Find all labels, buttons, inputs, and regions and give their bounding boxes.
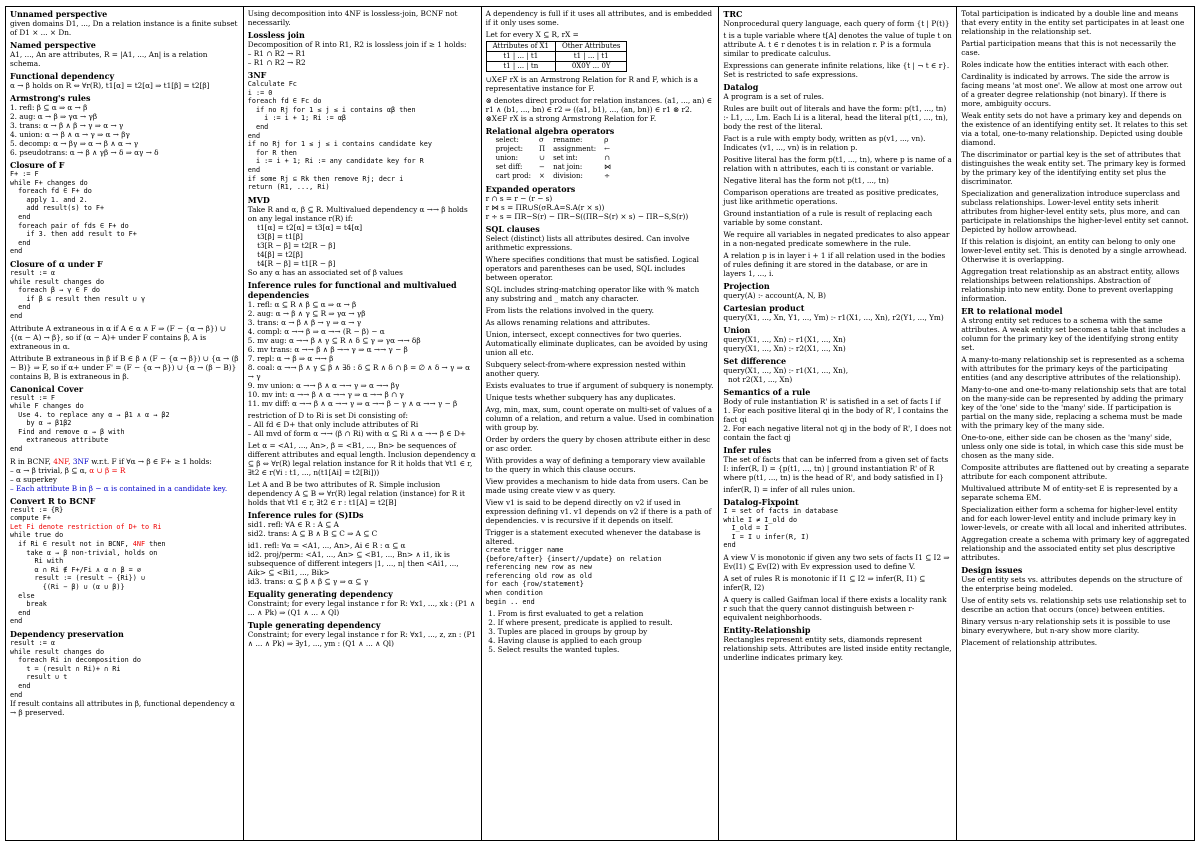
section-title: Canonical Cover xyxy=(10,383,84,394)
section xyxy=(248,9,477,27)
section xyxy=(723,356,952,384)
section-title: Named perspective xyxy=(10,40,96,50)
table-cell: ∩ xyxy=(604,154,610,162)
section xyxy=(723,82,952,101)
section xyxy=(723,445,952,482)
section xyxy=(961,267,1190,303)
section-body: α → β holds on R ⇔ ∀r(R), t1[α] = t2[α] ⇒ t1[β] = t2[β] xyxy=(10,81,210,90)
section xyxy=(723,209,952,227)
section xyxy=(248,195,477,277)
section-body: given domains D1, ..., Dn a relation instance is a finite subset of D1 × ... × Dn. xyxy=(10,19,240,37)
section xyxy=(248,30,477,67)
section xyxy=(10,93,239,157)
section xyxy=(248,411,477,438)
section-body: Decomposition of R into R1, R2 is lossless join if ≥ 1 holds: – R1 ∩ R2 → R1 – R1 ∩ R2 → R2 xyxy=(247,40,467,67)
table-cell: division: xyxy=(553,172,583,180)
section-title: Functional dependency xyxy=(10,71,115,81)
section-title: Entity-Relationship xyxy=(723,624,811,635)
section-title: Convert R to BCNF xyxy=(10,495,96,506)
section xyxy=(961,433,1190,460)
section xyxy=(961,39,1190,57)
sql-item: Subquery select-from-where expression nested within another query. xyxy=(485,360,688,378)
section xyxy=(723,31,955,58)
section-body: Roles indicate how the entities interact with each other. xyxy=(961,60,1169,69)
section-body: Positive literal has the form p(t1, ..., tn), where p is name of a relation with n attributes, each ti is constant or variable. xyxy=(723,155,955,173)
section xyxy=(10,9,239,37)
section-title: MVD xyxy=(247,194,270,205)
section xyxy=(961,385,1190,430)
table-row xyxy=(492,145,616,154)
table-row xyxy=(486,62,627,72)
section xyxy=(723,251,952,278)
section xyxy=(961,72,1190,108)
table-cell: t1 | ... | t1 xyxy=(555,52,626,62)
section-body: Using decomposition into 4NF is lossless-join, BCNF not necessarily. xyxy=(247,9,460,27)
bcnf-item: – α → β trivial, β ⊆ α, α ∪ β = R xyxy=(10,465,126,475)
section-title: Inference rules for (S)IDs xyxy=(247,509,364,520)
3nf-label: 3NF xyxy=(72,456,89,466)
section xyxy=(961,111,1190,147)
section xyxy=(248,70,477,192)
section-body: Composite attributes are flattened out by creating a separate attribute for each component attribute. xyxy=(961,463,1192,481)
trigger-code: create trigger name {before/after} {insert//update} on relation referencing new row as new referencing old row as old for each {row/statement} when condition begin .. end xyxy=(485,546,662,606)
section-body: Use of entity sets vs. attributes depends on the structure of the enterprise being modeled. xyxy=(961,575,1185,593)
bcnf-item-3nf: – Each attribute B in β − α is contained in a candidate key. xyxy=(10,483,228,493)
code-text: then xyxy=(145,540,166,549)
table-cell: ← xyxy=(604,145,610,153)
section-title: Cartesian product xyxy=(723,303,805,313)
sql-item: Where specifies conditions that must be satisfied. Logical operators and parentheses can be used, SQL includes between operator. xyxy=(485,255,702,282)
table-row xyxy=(492,172,616,181)
code-text-4nf: 4NF xyxy=(132,540,146,549)
section-body: Total participation is indicated by a double line and means that every entity in the entity set participates in at least one relationship in the relationship set. xyxy=(961,9,1187,36)
bcnf-item-text: α → β trivial, β ⊆ α, xyxy=(15,465,87,475)
section-body: Ground instantiation of a rule is result of replacing each variable by some constant. xyxy=(723,209,935,227)
sql-item: Unique tests whether subquery has any duplicates. xyxy=(485,393,676,402)
section-title: Design issues xyxy=(961,565,1023,575)
section-body: t is a tuple variable where t[A] denotes the value of tuple t on attribute A. t ∈ r denotes t is in relation r. P is a formula similar to predicate calculus. xyxy=(723,31,955,58)
table-cell: ∪ xyxy=(538,154,545,162)
section-body: Constraint; for every legal instance r for R: ∀x1, ..., xk : (P1 ∧ ... ∧ Pk) ⇒ (Q1 ∧ ... ∧ Ql) xyxy=(247,598,478,617)
list-item: 2. If where present, predicate is applied to result. xyxy=(498,618,715,627)
list-item: 3. Tuples are placed in groups by group by xyxy=(498,627,715,636)
section-body: Specialization and generalization introduce superclass and subclass relationships. Lower-level entity sets inherit attributes from higher-level entity sets, plus more, and can participate in relationships the higher-level entity set cannot. Depicted by hollow arrowhead. xyxy=(961,189,1192,234)
section-body: The set of facts that can be inferred from a given set of facts I: infer(R, I) = {p(t1, ..., tn) | ground instantiation R' of R where p(t1, ..., tn) is the head of R', and body satisfied in I} xyxy=(723,455,951,482)
section xyxy=(486,96,715,123)
section-code: F+ := F while F+ changes do foreach fd ∈ F+ do apply 1. and 2. add result(s) to F+ end foreach pair of fds ∈ F+ do if 3. then add result to F+ end end xyxy=(10,170,137,256)
section-body: Rectangles represent entity sets, diamonds represent relationship sets. Attributes are listed inside entity rectangle, underline indicates primary key. xyxy=(723,634,954,662)
sql-item: From lists the relations involved in the query. xyxy=(485,306,654,315)
section xyxy=(248,480,477,507)
section xyxy=(723,104,952,131)
section-title: Union xyxy=(723,325,751,335)
section xyxy=(961,355,1190,382)
table-cell: select: xyxy=(495,136,519,144)
table-cell: set diff: xyxy=(495,163,523,171)
section xyxy=(248,620,477,648)
section xyxy=(961,617,1190,635)
section xyxy=(10,40,239,68)
bcnf-item-text: Each attribute B in β − α is contained in a candidate key. xyxy=(15,483,228,493)
column-5 xyxy=(957,7,1194,840)
section-code: Calculate Fc i := 0 foreach fd ∈ Fc do if no Rj for 1 ≤ j ≤ i contains αβ then i := i + 1; Ri := αβ end end if no Rj for 1 ≤ j ≤ i contains candidate key for R then i := i + 1; Ri := any candidate key for R end if some Rj ⊆ Rk then remove Rj; decr i return (R1, ..., Ri) xyxy=(247,80,432,192)
table-cell: assignment: xyxy=(553,145,597,153)
section xyxy=(723,325,952,353)
table-cell: 0X0Y ... 0Y xyxy=(555,62,626,72)
section-body: Many-to-one and one-to-many relationship sets that are total on the many-side can be represented by adding the primary key of the 'one' side to the 'many' side. If participation is partial on the many side, replacing a schema must be made with the primary key of the many side. xyxy=(961,385,1189,430)
section-title: SQL clauses xyxy=(485,224,540,234)
section-title: Set difference xyxy=(723,356,787,366)
table-row xyxy=(492,136,616,145)
section-body: r ∩ s = r − (r − s) r ⋈ s = ΠR∪S(σR.A=S.A(r × s)) r ÷ s = ΠR−S(r) − ΠR−S((ΠR−S(r) × s) − ΠR−S,S(r)) xyxy=(485,194,689,221)
section-title: Unnamed perspective xyxy=(10,9,108,19)
bcnf-rest: w.r.t. F if ∀α → β ∈ F+ ≥ 1 holds: xyxy=(91,456,212,466)
section xyxy=(723,134,952,152)
section-body: Cardinality is indicated by arrows. The side the arrow is facing means 'at most one'. We allow at most one arrow out of a greater degree relationship (not binary). If there is more, ambiguity occurs. xyxy=(961,72,1185,108)
section xyxy=(961,565,1190,593)
table-cell: union: xyxy=(495,154,518,162)
section-body: If result contains all attributes in β, functional dependency α → β preserved. xyxy=(10,699,238,718)
armstrong-table-section xyxy=(486,30,715,72)
table-cell: cart prod: xyxy=(495,172,531,180)
sql-item: As allows renaming relations and attributes. xyxy=(485,318,651,327)
section-body: Constraint; for every legal instance r for R: ∀x1, ..., z, zn : (P1 ∧ ... ∧ Pk) ⇒ ∃y1, ..., ym : (Q1 ∧ ... ∧ Ql) xyxy=(247,629,479,648)
section-title: Inference rules for functional and multivalued dependencies xyxy=(247,279,457,300)
section xyxy=(723,497,952,550)
section-body: Binary versus n-ary relationship sets it is possible to use binary everywhere, but n-ary show more clarity. xyxy=(961,617,1173,635)
armstrong-table xyxy=(486,41,628,72)
section-title: ER to relational model xyxy=(961,306,1063,316)
sql-item: View v1 is said to be depend directly on v2 if used in expression defining v1. v1 depends on v2 if there is a path of dependencies. v is recursive if it depends on itself. xyxy=(485,498,714,525)
section-body: infer(R, I) = infer of all rules union. xyxy=(723,485,856,494)
section-body: ∪X∈F rX is an Armstrong Relation for R and F, which is a representative instance for F. xyxy=(485,75,701,93)
section xyxy=(723,574,952,592)
table-row xyxy=(492,154,616,163)
section xyxy=(723,303,952,322)
table-cell: t1 | ... | t1 xyxy=(486,52,555,62)
list-item: 4. Having clause is applied to each group xyxy=(498,636,715,645)
table-cell: Π xyxy=(538,145,546,153)
section xyxy=(961,463,1190,481)
sql-item: Trigger is a statement executed whenever the database is altered. xyxy=(485,528,703,546)
section-code: result := F while F changes do Use 4. to replace any α → β1 ∧ α → β2 by α → β1β2 Find and remove α → β with extraneous attribute end xyxy=(10,393,170,454)
section-body: Negative literal has the form not p(t1, ..., tn) xyxy=(723,176,889,185)
cheat-sheet xyxy=(5,6,1195,841)
section-body: Comparison operations are treated as positive predicates, just like arithmetic operations. xyxy=(723,188,941,206)
table-row xyxy=(486,42,627,52)
section-body: Placement of relationship attributes. xyxy=(961,638,1098,647)
section-body: We require all variables in negated predicates to also appear in a non-negated predicate somewhere in the rule. xyxy=(723,230,952,248)
section-body: Partial participation means that this is not necessarily the case. xyxy=(961,39,1179,57)
section xyxy=(723,61,952,79)
section-body: restriction of D to Ri is set Di consisting of: – All fd ∈ D+ that only include attributes of Ri – All mvd of form α →→ (β ∩ Ri) with α ⊆ Ri ∧ α →→ β ∈ D+ xyxy=(247,410,466,438)
section xyxy=(10,384,239,454)
section-body: A relation p is in layer i + 1 if all relation used in the bodies of rules defining it are stored in the database, or are in layers 1, ..., i. xyxy=(723,251,948,278)
section-body: query(X1, ..., Xn) :- r1(X1, ..., Xn), not r2(X1, ..., Xn) xyxy=(723,366,849,384)
code-line-4nf: Let Fi denote restriction of D+ to Ri xyxy=(10,522,162,531)
sql-item: With provides a way of defining a temporary view available to the query in which this clause occurs. xyxy=(485,456,708,474)
section xyxy=(961,306,1190,352)
section xyxy=(723,553,952,571)
bcnf-intro xyxy=(10,457,239,466)
section-body: Take R and α, β ⊆ R. Multivalued dependency α →→ β holds on any legal instance r(R) if: t1[α] = t2[α] = t3[α] = t4[α] t3[β] = t1[β] t3[R − β] = t2[R − β] t4[β] = t2[β] t4[R − β] = t1[R − β] So any α has an associated set of β values xyxy=(247,204,468,277)
sql-item: SQL includes string-matching operator like with % match any substring and _ match any character. xyxy=(485,285,702,303)
section-body: Let α = <A1, ..., An>, β = <B1, ..., Bn> be sequences of different attributes and equal length. Inclusion dependency α ⊆ β ⇔ ∀r(R) legal relation instance for R it holds that ∀t1 ∈ r, ∃t2 ∈ r(∀i : t1, ..., n(t1[Ai] = t2[Bi])) xyxy=(247,440,479,477)
bcnf-item-text: α superkey xyxy=(15,474,57,484)
sql-clauses xyxy=(486,224,715,654)
section xyxy=(10,354,239,381)
section-body: Use of entity sets vs. relationship sets use relationship set to describe an action that occurs (once) between entities. xyxy=(961,596,1189,614)
4nf-label: 4NF, xyxy=(53,456,71,466)
section xyxy=(723,281,952,300)
section xyxy=(961,535,1190,562)
section xyxy=(248,441,477,477)
section-title: Semantics of a rule xyxy=(723,387,811,397)
table-cell: nat join: xyxy=(553,163,583,171)
section xyxy=(723,387,952,442)
section-body: A view V is monotonic if given any two sets of facts I1 ⊆ I2 ⇒ Ev(I1) ⊆ Ev(I2) with Ev expression used to define V. xyxy=(723,552,952,571)
section-body: Multivalued attribute M of entity-set E is represented by a separate schema EM. xyxy=(961,484,1181,502)
bcnf-item: – α superkey xyxy=(10,474,57,484)
section-body: Aggregation treat relationship as an abstract entity, allows relationships between relationships. Abstraction of relationship into new entity. Done to prevent overlapping information. xyxy=(961,267,1182,303)
table-row xyxy=(486,52,627,62)
table-cell: ρ xyxy=(604,136,609,144)
section-title: Expanded operators xyxy=(485,184,576,194)
section-body: Aggregation create a schema with primary key of aggregated relationship and the associated entity set plus descriptive attributes. xyxy=(961,535,1192,562)
section-title: Tuple generating dependency xyxy=(247,619,381,630)
section xyxy=(961,505,1190,532)
code-line: while true do xyxy=(10,531,64,540)
sql-item: Select (distinct) lists all attributes desired. Can involve arithmetic expressions. xyxy=(485,234,692,252)
section-code: I = set of facts in database while I ≠ I_old do I_old = I I = I ∪ infer(R, I) end xyxy=(723,507,838,550)
section xyxy=(723,188,952,206)
section xyxy=(248,510,477,538)
table-row xyxy=(492,163,616,172)
table-header: Attributes of X1 xyxy=(486,42,555,52)
table-cell: σ xyxy=(538,136,544,144)
section xyxy=(723,155,955,173)
section xyxy=(723,230,952,248)
code-line: result := {R} xyxy=(10,505,64,514)
column-2 xyxy=(244,7,482,840)
section-body: A1, ..., An are attributes, R = |A1, ..., An| is a relation schema. xyxy=(10,50,210,68)
table-cell: ⋈ xyxy=(604,163,612,171)
table-cell: ÷ xyxy=(604,172,610,180)
bcnf-item-4nf: α ∪ β = R xyxy=(89,465,126,475)
section-title: Datalog xyxy=(723,82,759,92)
table-cell: t1 | ... | tn xyxy=(486,62,555,72)
table-cell: set int: xyxy=(553,154,578,162)
table-header: Other Attributes xyxy=(555,42,626,52)
section-title: Datalog-Fixpoint xyxy=(723,497,799,507)
query-steps xyxy=(486,609,715,654)
section-title: Equality generating dependency xyxy=(247,588,393,599)
section xyxy=(248,589,477,617)
section-body: Fact is a rule with empty body, written as p(v1, ..., vn). Indicates (v1, ..., vn) is in relation p. xyxy=(723,134,928,152)
section-body: Let for every X ⊆ R, rX = xyxy=(485,30,579,39)
section xyxy=(961,60,1190,69)
section-body: 1. refl: β ⊆ α ⇒ α → β 2. aug: α → β ⇒ γα → γβ 3. trans: α → β ∧ β → γ ⇒ α → γ 4. union: α → β ∧ α → γ ⇒ α → βγ 5. decomp: α → βγ ⇒ α → β ∧ α → γ 6. pseudotrans: α → β ∧ γβ → δ ⇒ αγ → δ xyxy=(10,103,159,157)
section xyxy=(10,259,239,321)
expanded-operators xyxy=(486,184,715,221)
section-body: Attribute A extraneous in α if A ∈ α ∧ F ⇒ (F − {α → β}) ∪ {(α − A) → β}, so if (α − A)+ under F contains β, A is extraneous in α. xyxy=(10,323,229,351)
section-title: Closure of α under F xyxy=(10,258,103,269)
table-cell: project: xyxy=(495,145,524,153)
section-body: One-to-one, either side can be chosen as the 'many' side, unless only one side is total, in which case this side must be chosen as the many side. xyxy=(961,433,1186,460)
section-body: Nonprocedural query language, each query of form {t | P(t)} xyxy=(723,19,950,28)
section-code: result := α while result changes do foreach β → γ ∈ F do if β ⊆ result then result ∪ γ end end xyxy=(10,268,146,320)
table-cell: rename: xyxy=(553,136,583,144)
section-body: A many-to-many relationship set is represented as a schema with attributes for the primary keys of the participating entities (and any descriptive attributes of the relationship). xyxy=(961,355,1187,382)
section-body: Let A and B be two attributes of R. Simple inclusion dependency A ⊆ B ⇔ ∀r(R) legal relation (instance) for R it holds that ∀t1 ∈ r, ∃t2 ∈ r : t1[A] = t2[B] xyxy=(247,479,468,507)
section xyxy=(248,280,477,408)
column-4 xyxy=(719,7,957,840)
section-body: sid1. refl: ∀A ∈ R : A ⊆ A sid2. trans: A ⊆ B ∧ B ⊆ C ⇒ A ⊆ C xyxy=(247,519,378,538)
list-item: 5. Select results the wanted tuples. xyxy=(498,645,715,654)
list-item: 1. From is first evaluated to get a relation xyxy=(498,609,715,618)
section xyxy=(723,9,952,28)
section-body: A program is a set of rules. xyxy=(723,92,824,101)
section xyxy=(961,237,1190,264)
section-body: If this relation is disjoint, an entity can belong to only one lower-level entity set. This is denoted by a single arrowhead. Otherwise it is overlapping. xyxy=(961,237,1190,264)
section-body: 1. refl: α ⊆ R ∧ β ⊆ α ⇒ α → β 2. aug: α → β ∧ γ ⊆ R ⇒ γα → γβ 3. trans: α → β ∧ β → γ ⇒ α → γ 4. compl: α →→ β ⇒ α →→ (R − β) − α 5. mv aug: α →→ β ∧ γ ⊆ R ∧ δ ⊆ γ ⇒ γα →→ δβ 6. mv trans: α →→ β ∧ β →→ γ ⇒ α →→ γ − β 7. repl: α → β ⇒ α →→ β 8. coal: α →→ β ∧ γ ⊆ β ∧ ∃δ : δ ⊆ R ∧ δ ∩ β = ∅ ∧ δ → γ ⇒ α → γ 9. mv union: α →→ β ∧ α →→ γ ⇒ α →→ βγ 10. mv int: α →→ β ∧ α →→ γ ⇒ α →→ β ∩ γ 11. mv diff: α →→ β ∧ α →→ γ ⇒ α →→ β − γ ∧ α →→ γ − β xyxy=(247,299,471,408)
sql-item: View provides a mechanism to hide data from users. Can be made using create view v as query. xyxy=(485,477,711,495)
relational-operators xyxy=(486,126,715,181)
table-cell: − xyxy=(538,163,545,171)
section-title: Closure of F xyxy=(10,160,65,170)
code-block: take α → β non-trivial, holds on Ri with α ∩ Ri ∉ F+/Fi ∧ α ∩ β = ∅ result := (result − {Ri}) ∪ {(Ri − β) ∪ (α ∪ β)} else break end end xyxy=(10,548,158,626)
section-body: Attribute B extraneous in β if B ∈ β ∧ (F − {α → β}) ∪ {α → (β − B)} ⇒ F, so if α+ under F' = (F − {α → β}) ∪ {α → (β − B)} contains B, B is extraneous in β. xyxy=(10,353,241,381)
section-code: result := α while result changes do foreach Ri in decomposition do t = (result ∩ Ri)+ ∩ Ri result ∪ t end end xyxy=(10,638,141,699)
section-body: Body of rule instantiation R' is satisfied in a set of facts I if 1. For each positive literal qi in the body of R', I contains the fact qi 2. For each negative literal not qj in the body of R', I does not contain the fact qj xyxy=(723,397,952,442)
section-title: Lossless join xyxy=(247,30,305,40)
sql-item: Exists evaluates to true if argument of subquery is nonempty. xyxy=(485,381,714,390)
section-body: query(A) :- account(A, N, B) xyxy=(723,291,826,300)
section-body: Expressions can generate infinite relations, like {t | ¬ t ∈ r}. Set is restricted to safe expressions. xyxy=(723,61,952,79)
section xyxy=(723,625,952,662)
section-title: Projection xyxy=(723,281,770,291)
section xyxy=(10,160,239,256)
section-body: ⊗ denotes direct product for relation instances. (a1, ..., an) ∈ r1 ∧ (b1, ..., bn) ∈ r2 ⇒ ((a1, b1), ..., (an, bn)) ∈ r1 ⊗ r2. ⊗X∈F rX is a strong Armstrong Relation for F. xyxy=(485,96,715,123)
table-cell: × xyxy=(538,172,545,180)
section-body: A strong entity set reduces to a schema with the same attributes. A weak entity set becomes a table that includes a column for the primary key of the identifying strong entity set. xyxy=(961,316,1188,352)
sql-item: Union, intersect, except connectives for two queries. Automatically eliminate duplicates, can be avoided by using union all etc. xyxy=(485,330,711,357)
section-body: Weak entity sets do not have a primary key and depends on the existence of an identifying entity set. It relates to this set via a total, one-to-many relationship. Depicted using double diamond. xyxy=(961,111,1190,147)
section xyxy=(486,75,715,93)
section xyxy=(10,324,239,351)
section xyxy=(961,150,1190,186)
section xyxy=(486,9,715,27)
section xyxy=(723,176,952,185)
section-title: 3NF xyxy=(247,70,267,80)
convert-bcnf xyxy=(10,496,239,626)
section-title: Infer rules xyxy=(723,445,772,455)
sql-item: Order by orders the query by chosen attribute either in desc or asc order. xyxy=(485,435,713,453)
section-body: The discriminator or partial key is the set of attributes that distinguishes the weak entity set. The primary key is formed by the primary key of the identifying entity set plus the discriminator. xyxy=(961,150,1188,186)
section-body: A set of rules R is monotonic if I1 ⊆ I2 ⇒ infer(R, I1) ⊆ infer(R, I2) xyxy=(723,573,928,592)
section-body: Specialization either form a schema for higher-level entity and for each lower-level entity and include primary key in lower-levels, or create with all local and inherited attributes. xyxy=(961,505,1187,532)
section xyxy=(961,9,1190,36)
section-body: A query is called Gaifman local if there exists a locality rank r such that the query cannot distinguish between r-equivalent neighborhoods. xyxy=(723,594,949,622)
operators-table xyxy=(492,136,616,181)
sql-item: Avg, min, max, sum, count operate on multi-set of values of a column of a relation, and return a value. Used in combination with group by. xyxy=(485,405,717,432)
section-body: query(X1, ..., Xn, Y1, ..., Ym) :- r1(X1, ..., Xn), r2(Y1, ..., Ym) xyxy=(723,313,944,322)
section xyxy=(723,595,952,622)
column-1 xyxy=(6,7,244,840)
section-body: query(X1, ..., Xn) :- r1(X1, ..., Xn) query(X1, ..., Xn) :- r2(X1, ..., Xn) xyxy=(723,335,846,353)
section xyxy=(961,484,1190,502)
section xyxy=(723,485,952,494)
section xyxy=(961,189,1190,234)
section xyxy=(961,596,1190,614)
section xyxy=(10,71,239,90)
code-line: compute F+ xyxy=(10,514,51,523)
code-line xyxy=(10,540,239,549)
section-title: Relational algebra operators xyxy=(485,126,615,136)
column-3 xyxy=(482,7,720,840)
section xyxy=(248,541,477,586)
bcnf-definition xyxy=(10,457,239,493)
section-title: Dependency preservation xyxy=(10,628,124,639)
section-body: A dependency is full if it uses all attributes, and is embedded if it only uses some. xyxy=(485,9,715,27)
code-text: if Ri ∈ result not in BCNF, xyxy=(10,540,129,549)
dependency-preservation xyxy=(10,629,239,717)
section-body: Rules are built out of literals and have the form: p(t1, ..., tn) :- L1, ..., Lm. Each Li is a literal, head the literal p(t1, ..., tn), body the rest of the literal. xyxy=(723,104,951,131)
bcnf-label: R in BCNF, xyxy=(10,456,51,466)
section xyxy=(961,638,1190,647)
section-title: TRC xyxy=(723,9,743,19)
section-title: Armstrong's rules xyxy=(10,93,91,103)
section-body: id1. refl: ∀α = <A1, ..., An>, Ai ∈ R : α ⊆ α id2. proj/perm: <A1, ..., An> ⊆ <B1, ..., Bn> ∧ i1, ik is subsequence of different integers |1, ..., n| then <Ai1, ..., Aik> ⊆ <Bi1, ..., Bik> id3. trans: α ⊆ β ∧ β ⊆ γ ⇒ α ⊆ γ xyxy=(247,540,459,586)
